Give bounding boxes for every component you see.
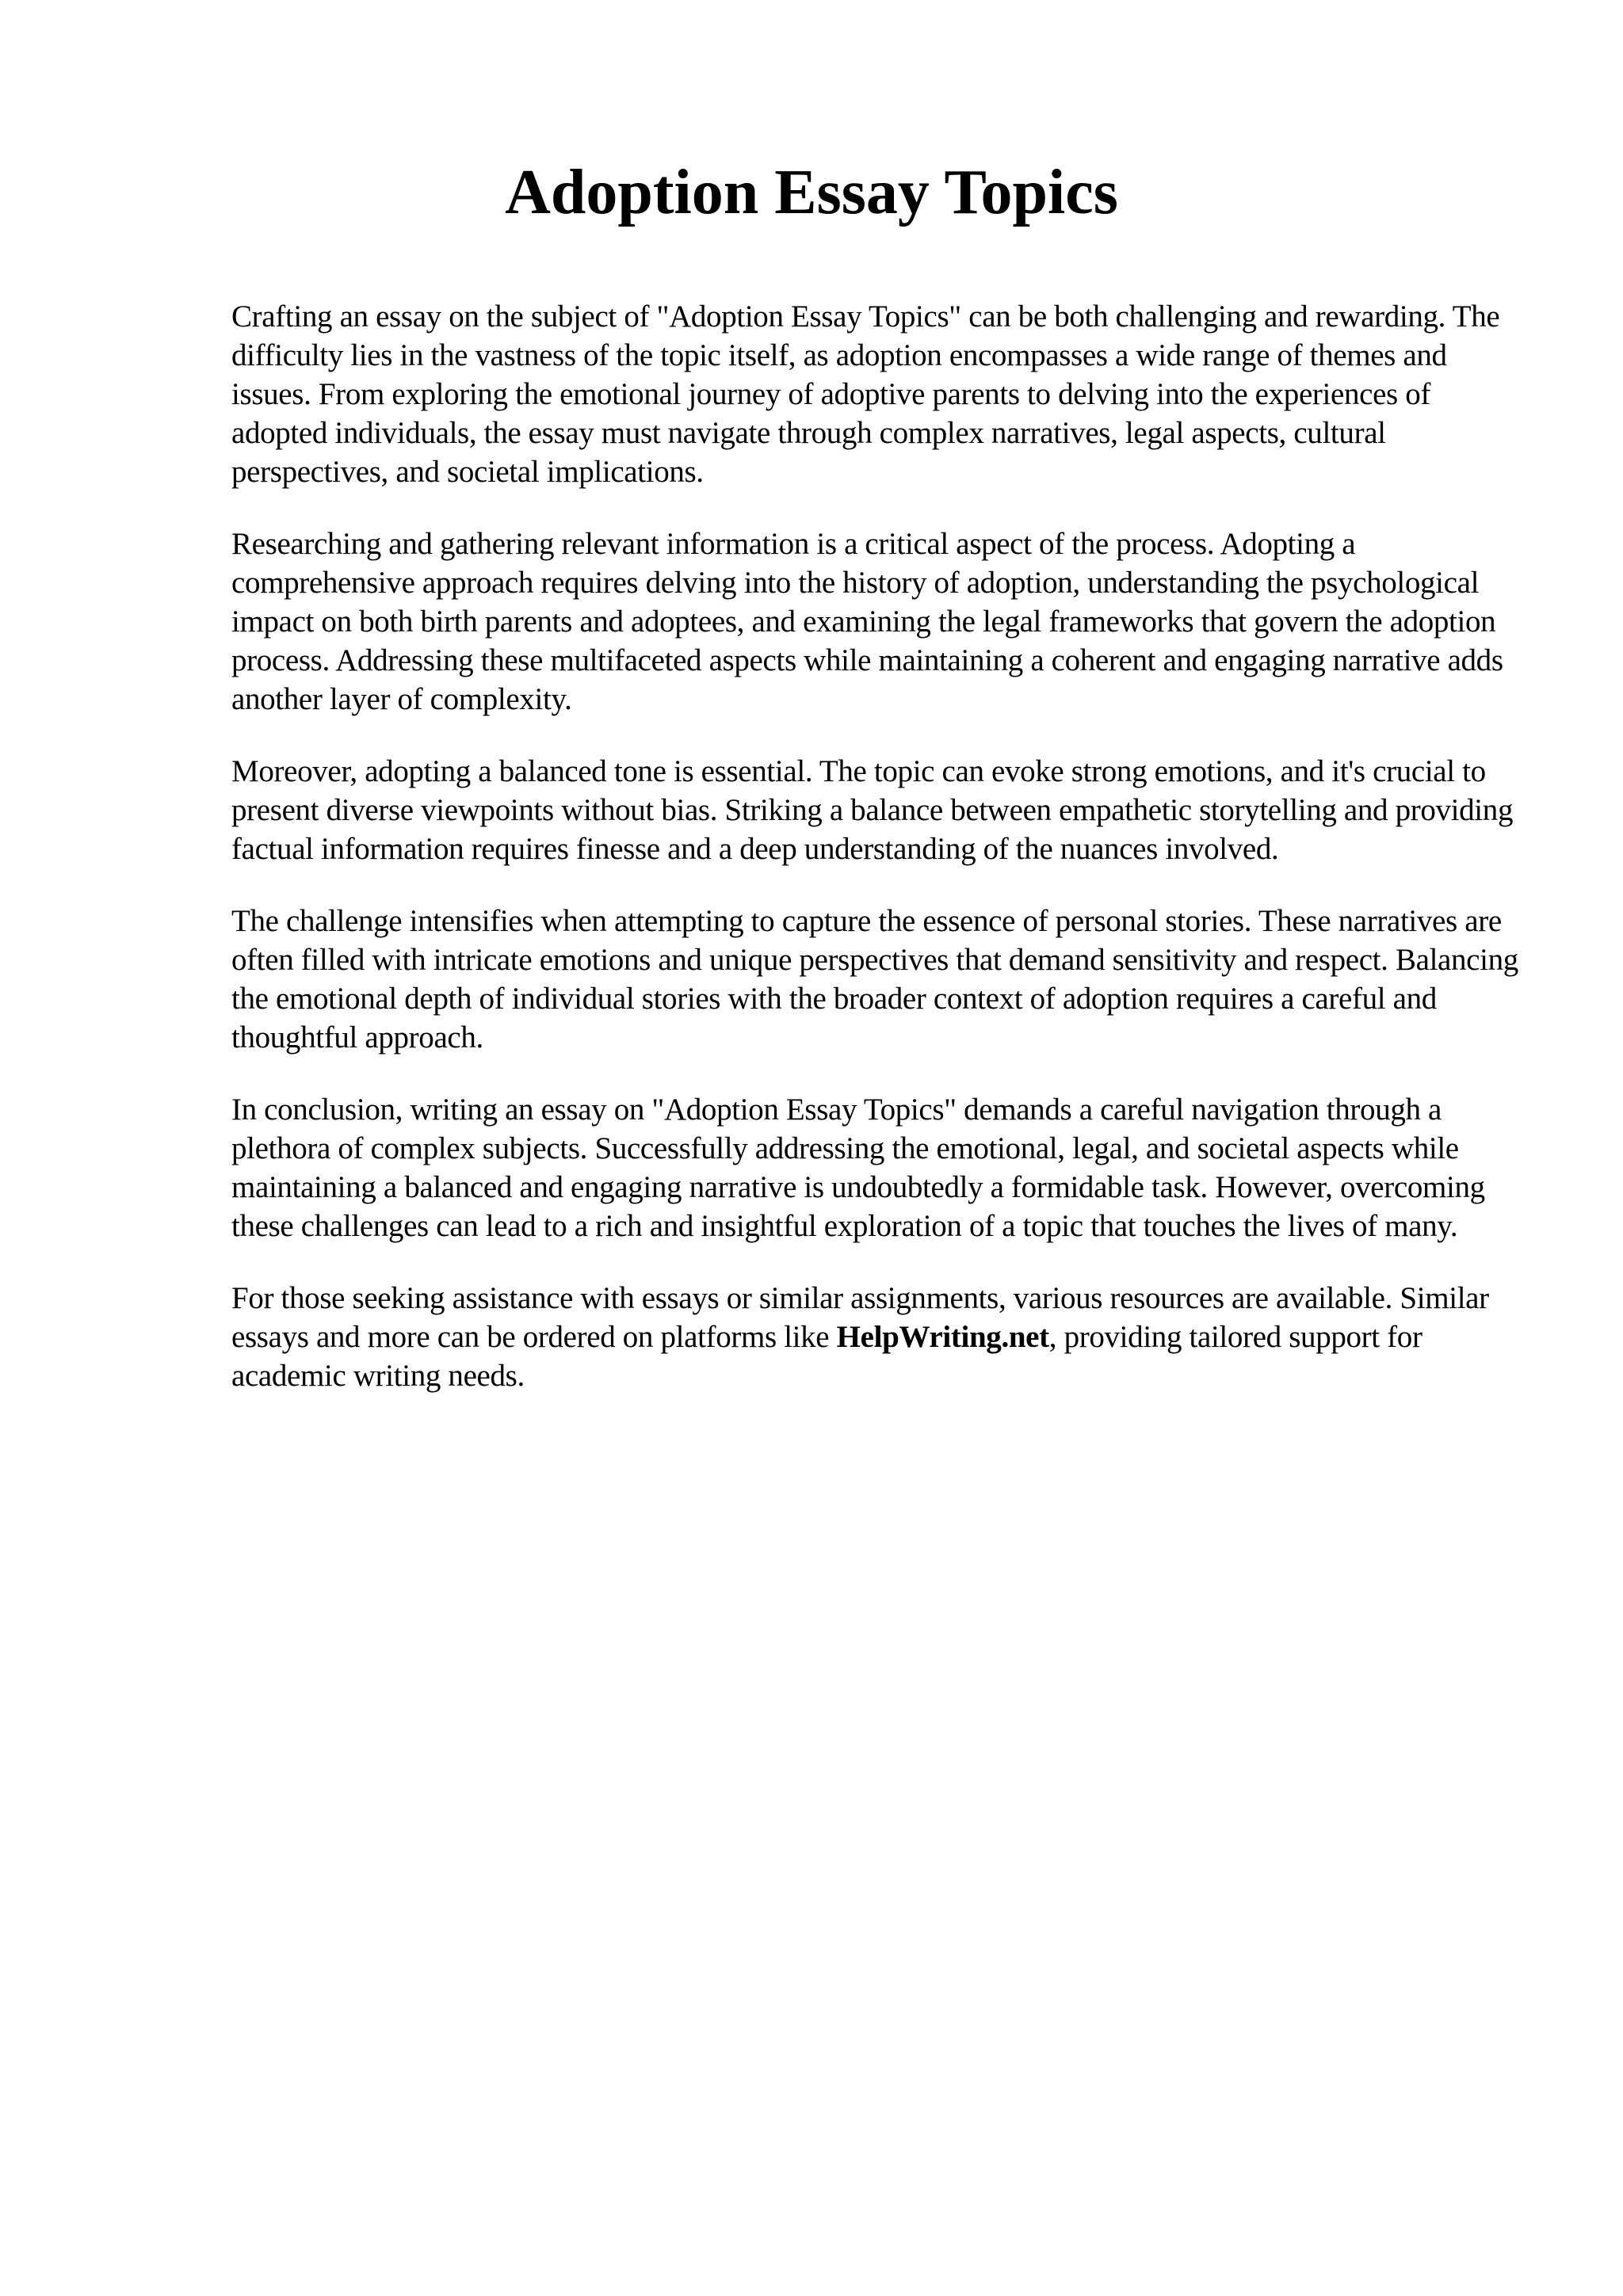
paragraph-6-text-after: , providing tailored support for academic writing needs. (231, 1320, 1423, 1393)
paragraph-3: Moreover, adopting a balanced tone is essential. The topic can evoke strong emotions, and it's crucial to present diverse viewpoints without bias. Striking a balance between empathetic storytelling and providing factual information requires finesse and a deep understanding of the nuances involved. (231, 754, 1514, 866)
paragraph-6 (231, 1279, 1531, 1395)
paragraph-6-text-before: For those seeking assistance with essays or similar assignments, various resources are available. Similar essays and more can be ordered on platforms like (231, 1281, 1489, 1354)
paragraph-5: In conclusion, writing an essay on "Adoption Essay Topics" demands a careful navigation through a plethora of complex subjects. Successfully addressing the emotional, legal, and societal aspects while maintaining a balanced and engaging narrative is undoubtedly a formidable task. However, overcoming these challenges can lead to a rich and insightful exploration of a topic that touches the lives of many. (231, 1093, 1485, 1243)
page-title: Adoption Essay Topics (505, 158, 1118, 227)
paragraph-1: Crafting an essay on the subject of "Adoption Essay Topics" can be both challenging and rewarding. The difficulty lies in the vastness of the topic itself, as adoption encompasses a wide range of themes and issues. From exploring the emotional journey of adoptive parents to delving into the experiences of adopted individuals, the essay must navigate through complex narratives, legal aspects, cultural perspectives, and societal implications. (231, 299, 1500, 489)
helpwriting-link[interactable]: HelpWriting.net (836, 1320, 1049, 1354)
paragraph-2: Researching and gathering relevant information is a critical aspect of the process. Adopting a comprehensive approach requires delving into the history of adoption, understanding the psychological impact on both birth parents and adoptees, and examining the legal frameworks that govern the adoption process. Addressing these multifaceted aspects while maintaining a coherent and engaging narrative adds another layer of complexity. (231, 527, 1503, 716)
essay-body (231, 297, 1531, 1428)
paragraph-4: The challenge intensifies when attempting to capture the essence of personal stories. These narratives are often filled with intricate emotions and unique perspectives that demand sensitivity and respect. Balancing the emotional depth of individual stories with the broader context of adoption requires a careful and thoughtful approach. (231, 904, 1518, 1055)
